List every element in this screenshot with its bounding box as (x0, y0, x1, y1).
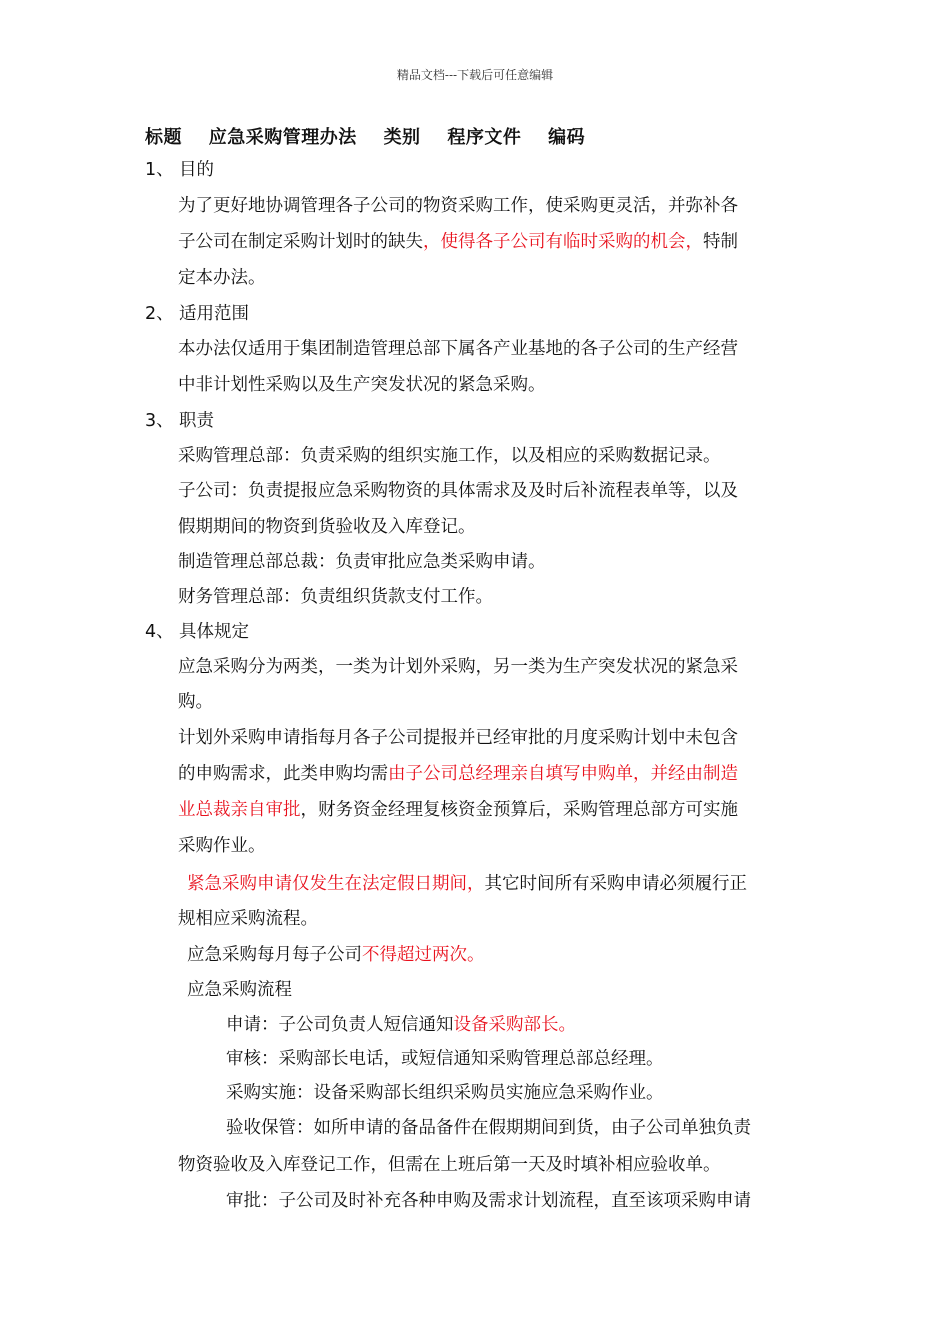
flow-step-implement: 采购实施：设备采购部长组织采购员实施应急采购作业。 (226, 1083, 664, 1103)
s4-p2-line-3-b: ，财务资金经理复核资金预算后，采购管理总部方可实施 (300, 800, 738, 820)
s1-line-2-c: 特制 (703, 232, 738, 252)
flow-step-accept-line-1: 验收保管：如所申请的备品备件在假期期间到货，由子公司单独负责 (226, 1118, 751, 1138)
section-number: 4、 (145, 622, 174, 642)
s4-p3-line-2: 规相应采购流程。 (178, 909, 318, 929)
s1-line-2-a: 子公司在制定采购计划时的缺失 (178, 232, 423, 252)
s2-line-1: 本办法仅适用于集团制造管理总部下属各产业基地的各子公司的生产经营 (178, 339, 738, 359)
section-number: 3、 (145, 411, 174, 431)
flow-step-apply-a: 申请：子公司负责人短信通知 (226, 1015, 454, 1035)
section-4-heading (145, 620, 249, 644)
s4-emphasis-4: 不得超过两次。 (362, 945, 485, 965)
section-title: 目的 (179, 160, 214, 180)
title-name: 应急采购管理办法 (208, 127, 357, 148)
s4-p2-line-2-a: 的申购需求，此类申购均需 (178, 764, 388, 784)
flow-emphasis: 设备采购部长。 (453, 1015, 576, 1035)
section-1-heading (145, 158, 214, 182)
s4-p2-line-1: 计划外采购申请指每月各子公司提报并已经审批的月度采购计划中未包含 (178, 728, 738, 748)
code-label: 编码 (548, 127, 586, 148)
s2-line-2: 中非计划性采购以及生产突发状况的紧急采购。 (178, 375, 546, 395)
s4-emphasis-2: 业总裁亲自审批 (178, 800, 301, 820)
flow-step-review: 审核：采购部长电话，或短信通知采购管理总部总经理。 (226, 1049, 664, 1069)
s4-emphasis-1: 由子公司总经理亲自填写申购单，并经由制造 (388, 764, 738, 784)
s1-emphasis: ，使得各子公司有临时采购的机会， (423, 232, 703, 252)
section-2-heading (145, 302, 249, 326)
s1-line-2 (178, 230, 738, 254)
s4-p2-line-3 (178, 798, 738, 822)
category-label: 类别 (383, 127, 421, 148)
s1-line-3: 定本办法。 (178, 268, 266, 288)
s4-p1-line-2: 购。 (178, 692, 213, 712)
s4-p2-line-2 (178, 762, 738, 786)
s1-line-1: 为了更好地协调管理各子公司的物资采购工作，使采购更灵活，并弥补各 (178, 196, 738, 216)
s3-line-5: 财务管理总部：负责组织货款支付工作。 (178, 587, 493, 607)
s4-p4 (187, 943, 485, 967)
s3-line-3: 假期期间的物资到货验收及入库登记。 (178, 517, 476, 537)
s3-line-1: 采购管理总部：负责采购的组织实施工作，以及相应的采购数据记录。 (178, 446, 721, 466)
category-value: 程序文件 (447, 127, 522, 148)
flow-step-accept-line-2: 物资验收及入库登记工作，但需在上班后第一天及时填补相应验收单。 (178, 1155, 721, 1175)
s4-p1-line-1: 应急采购分为两类，一类为计划外采购，另一类为生产突发状况的紧急采 (178, 657, 738, 677)
s3-line-2: 子公司：负责提报应急采购物资的具体需求及及时后补流程表单等，以及 (178, 481, 738, 501)
s4-p3-line-1 (187, 872, 747, 896)
page-header: 精品文档---下载后可任意编辑 (396, 68, 554, 82)
s4-p4-a: 应急采购每月每子公司 (187, 945, 362, 965)
title-label: 标题 (145, 127, 182, 148)
s4-emphasis-3: 紧急采购申请仅发生在法定假日期间， (187, 874, 485, 894)
section-title: 适用范围 (179, 304, 249, 324)
s4-p2-line-4: 采购作业。 (178, 836, 266, 856)
s3-line-4: 制造管理总部总裁：负责审批应急类采购申请。 (178, 552, 546, 572)
section-title: 具体规定 (179, 622, 249, 642)
section-number: 1、 (145, 160, 174, 180)
flow-step-apply (226, 1013, 576, 1037)
flow-step-approve: 审批：子公司及时补充各种申购及需求计划流程，直至该项采购申请 (226, 1191, 751, 1211)
s4-p3-line-1-b: 其它时间所有采购申请必须履行正 (484, 874, 747, 894)
s4-p5: 应急采购流程 (187, 980, 292, 1000)
section-title: 职责 (179, 411, 214, 431)
section-3-heading (145, 409, 214, 433)
title-row (145, 123, 605, 149)
section-number: 2、 (145, 304, 174, 324)
